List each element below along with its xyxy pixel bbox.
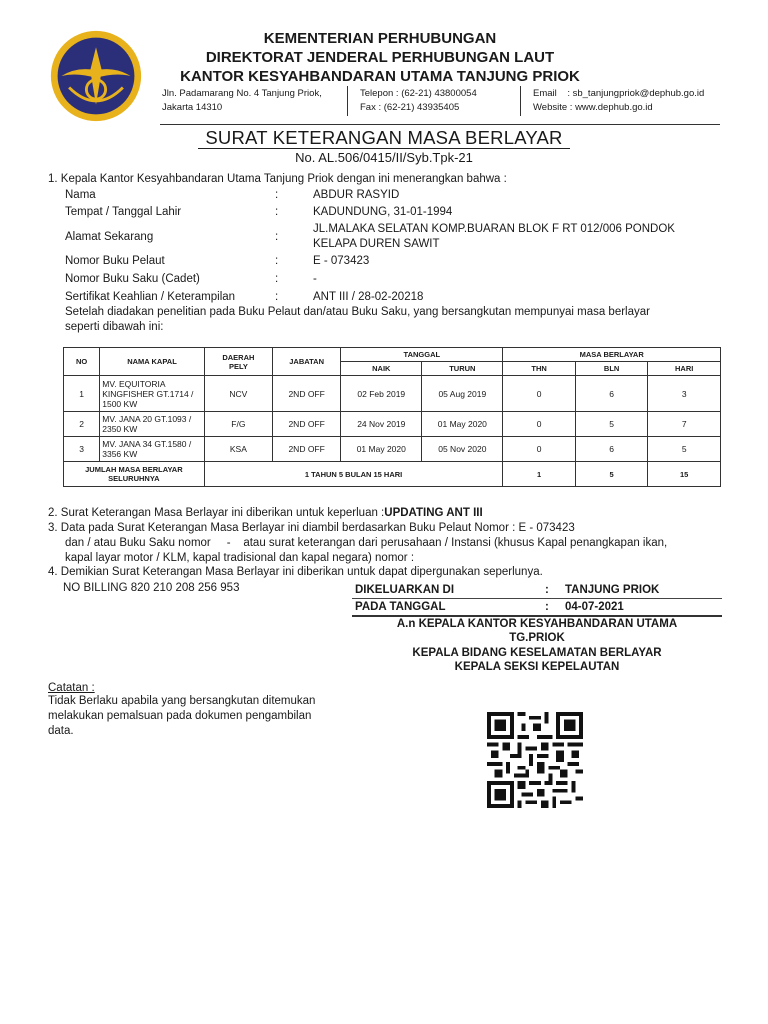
cell-ship — [100, 376, 205, 412]
ship-line: MV. JANA 34 GT.1580 / — [102, 439, 192, 449]
note-line-1: Tidak Berlaku apabila yang bersangkutan ditemukan — [48, 695, 316, 707]
col-date: TANGGAL — [341, 348, 503, 362]
field-label-seaman-book: Nomor Buku Pelaut — [65, 255, 165, 267]
field-value-address-2: KELAPA DUREN SAWIT — [313, 238, 440, 250]
col-area — [204, 348, 272, 376]
cell-area: F/G — [204, 412, 272, 437]
issued-at-value: TANJUNG PRIOK — [565, 584, 660, 596]
item-2-text: 2. Surat Keterangan Masa Berlayar ini diberikan untuk keperluan : — [48, 507, 385, 519]
cell-position: 2ND OFF — [273, 412, 341, 437]
field-colon: : — [275, 273, 279, 285]
cell-total-thn: 1 — [503, 462, 576, 487]
cell-position: 2ND OFF — [273, 376, 341, 412]
col-turun: TURUN — [422, 362, 503, 376]
ship-line: KINGFISHER GT.1714 / — [102, 388, 194, 399]
cell-bln: 6 — [575, 376, 648, 412]
field-value-cadet-book: - — [313, 273, 317, 285]
signature-line-1: A.n KEPALA KANTOR KESYAHBANDARAN UTAMA — [396, 618, 678, 630]
issued-at-label: DIKELUARKAN DI — [355, 584, 455, 596]
item-1-intro: 1. Kepala Kantor Kesyahbandaran Utama Tanjung Priok dengan ini menerangkan bahwa : — [48, 173, 507, 185]
ministry-logo — [48, 28, 144, 124]
field-colon: : — [275, 231, 279, 243]
item-3-line-2: dan / atau Buku Saku nomor - atau surat keterangan dari perusahaan / Instansi (khusus Kapal penangkapan ikan, — [65, 537, 668, 549]
header-divider-1 — [347, 86, 348, 116]
table-row — [64, 437, 721, 462]
cell-ship — [100, 412, 205, 437]
cell-area: KSA — [204, 437, 272, 462]
col-area-line-1: DAERAH — [222, 352, 255, 362]
total-label-line-1: JUMLAH MASA BERLAYAR — [85, 465, 183, 474]
cell-turun: 05 Aug 2019 — [422, 376, 503, 412]
cell-position: 2ND OFF — [273, 437, 341, 462]
issued-date-value: 04-07-2021 — [565, 601, 624, 613]
field-label-address: Alamat Sekarang — [65, 231, 154, 243]
item-3-line-1: 3. Data pada Surat Keterangan Masa Berlayar ini diambil berdasarkan Buku Pelaut Nomor : E - 073423 — [48, 522, 575, 534]
table-row — [64, 376, 721, 412]
contact-block — [360, 87, 477, 115]
ship-line: 3356 KW — [102, 449, 138, 459]
ship-line: MV. JANA 20 GT.1093 / — [102, 414, 192, 424]
signature-line-4: KEPALA SEKSI KEPELAUTAN — [454, 661, 620, 673]
website-text: Website : www.dephub.go.id — [533, 102, 653, 113]
ship-line: MV. EQUITORIA — [102, 378, 166, 389]
field-colon: : — [275, 206, 279, 218]
field-label-name: Nama — [65, 189, 96, 201]
note-body — [48, 694, 315, 739]
issued-at-colon: : — [545, 584, 549, 596]
cell-area: NCV — [204, 376, 272, 412]
web-block — [533, 87, 704, 115]
billing-number: NO BILLING 820 210 208 256 953 — [63, 582, 240, 594]
item-2-purpose: UPDATING ANT III — [384, 507, 483, 519]
table-row — [64, 412, 721, 437]
cell-bln: 6 — [575, 437, 648, 462]
header-divider-2 — [520, 86, 521, 116]
directorate-name: DIREKTORAT JENDERAL PERHUBUNGAN LAUT — [205, 49, 555, 66]
cell-ship — [100, 437, 205, 462]
field-colon: : — [275, 189, 279, 201]
col-position: JABATAN — [273, 348, 341, 376]
document-number: No. AL.506/0415/II/Syb.Tpk-21 — [295, 150, 473, 165]
field-colon: : — [275, 255, 279, 267]
phone-text: Telepon : (62-21) 43800054 — [360, 88, 477, 99]
field-value-certificate: ANT III / 28-02-20218 — [313, 291, 424, 303]
email-label: Email — [533, 88, 557, 99]
signature-line-3: KEPALA BIDANG KESELAMATAN BERLAYAR — [412, 647, 662, 659]
qr-code — [487, 712, 583, 808]
note-line-2: melakukan pemalsuan pada dokumen pengambilan — [48, 710, 312, 722]
field-colon: : — [275, 291, 279, 303]
fax-text: Fax : (62-21) 43935405 — [360, 102, 460, 113]
cell-no: 2 — [64, 412, 100, 437]
issued-rule — [352, 615, 722, 617]
cell-thn: 0 — [503, 412, 576, 437]
cell-no: 1 — [64, 376, 100, 412]
research-text — [65, 305, 650, 335]
address-line-2: Jakarta 14310 — [162, 102, 223, 113]
office-name: KANTOR KESYAHBANDARAN UTAMA TANJUNG PRIOK — [180, 68, 580, 85]
col-area-line-2: PELY — [228, 361, 248, 371]
item-3-line-3: kapal layar motor / KLM, kapal tradisional dan kapal negara) nomor : — [65, 552, 415, 564]
note-title: Catatan : — [48, 682, 95, 694]
sea-service-table — [63, 347, 721, 487]
document-title: SURAT KETERANGAN MASA BERLAYAR — [205, 127, 563, 148]
address-line-1: Jln. Padamarang No. 4 Tanjung Priok, — [162, 88, 322, 99]
ministry-name: KEMENTERIAN PERHUBUNGAN — [263, 30, 497, 47]
research-line-2: seperti dibawah ini: — [65, 321, 164, 333]
field-label-birth: Tempat / Tanggal Lahir — [65, 206, 182, 218]
issued-date-label: PADA TANGGAL — [355, 601, 446, 613]
cell-total-label — [64, 462, 205, 487]
cell-turun: 05 Nov 2020 — [422, 437, 503, 462]
item-2 — [48, 506, 483, 521]
total-label-line-2: SELURUHNYA — [108, 474, 160, 483]
field-value-birth: KADUNDUNG, 31-01-1994 — [313, 206, 453, 218]
title-underline — [198, 148, 570, 149]
cell-total-text: 1 TAHUN 5 BULAN 15 HARI — [204, 462, 503, 487]
email-row — [533, 87, 704, 101]
ship-line: 1500 KW — [102, 398, 138, 409]
col-no: NO — [64, 348, 100, 376]
field-value-seaman-book: E - 073423 — [313, 255, 370, 267]
cell-thn: 0 — [503, 376, 576, 412]
signature-line-2: TG.PRIOK — [509, 632, 565, 644]
cell-naik: 01 May 2020 — [341, 437, 422, 462]
cell-total-bln: 5 — [575, 462, 648, 487]
cell-hari: 3 — [648, 376, 721, 412]
table-total-row — [64, 462, 721, 487]
field-label-certificate: Sertifikat Keahlian / Keterampilan — [65, 291, 236, 303]
cell-hari: 5 — [648, 437, 721, 462]
cell-total-hari: 15 — [648, 462, 721, 487]
item-4: 4. Demikian Surat Keterangan Masa Berlayar ini diberikan untuk dapat dipergunakan seperlunya. — [48, 566, 543, 578]
cell-no: 3 — [64, 437, 100, 462]
cell-bln: 5 — [575, 412, 648, 437]
cell-naik: 24 Nov 2019 — [341, 412, 422, 437]
research-line-1: Setelah diadakan penelitian pada Buku Pelaut dan/atau Buku Saku, yang bersangkutan mempunyai masa berlayar — [65, 306, 650, 318]
table-header-row — [64, 348, 721, 362]
note-line-3: data. — [48, 725, 74, 737]
cell-turun: 01 May 2020 — [422, 412, 503, 437]
field-value-address: JL.MALAKA SELATAN KOMP.BUARAN BLOK F RT 012/006 PONDOK — [313, 223, 675, 235]
col-naik: NAIK — [341, 362, 422, 376]
col-bln: BLN — [575, 362, 648, 376]
cell-naik: 02 Feb 2019 — [341, 376, 422, 412]
cell-hari: 7 — [648, 412, 721, 437]
issued-date-colon: : — [545, 601, 549, 613]
col-thn: THN — [503, 362, 576, 376]
col-hari: HARI — [648, 362, 721, 376]
col-period: MASA BERLAYAR — [503, 348, 721, 362]
col-ship: NAMA KAPAL — [100, 348, 205, 376]
ship-line: 2350 KW — [102, 424, 138, 434]
issued-divider — [352, 598, 722, 599]
address-block — [162, 87, 322, 115]
header-rule — [160, 124, 720, 125]
field-label-cadet-book: Nomor Buku Saku (Cadet) — [65, 273, 200, 285]
cell-thn: 0 — [503, 437, 576, 462]
email-value: : sb_tanjungpriok@dephub.go.id — [567, 88, 705, 99]
field-value-name: ABDUR RASYID — [313, 189, 400, 201]
